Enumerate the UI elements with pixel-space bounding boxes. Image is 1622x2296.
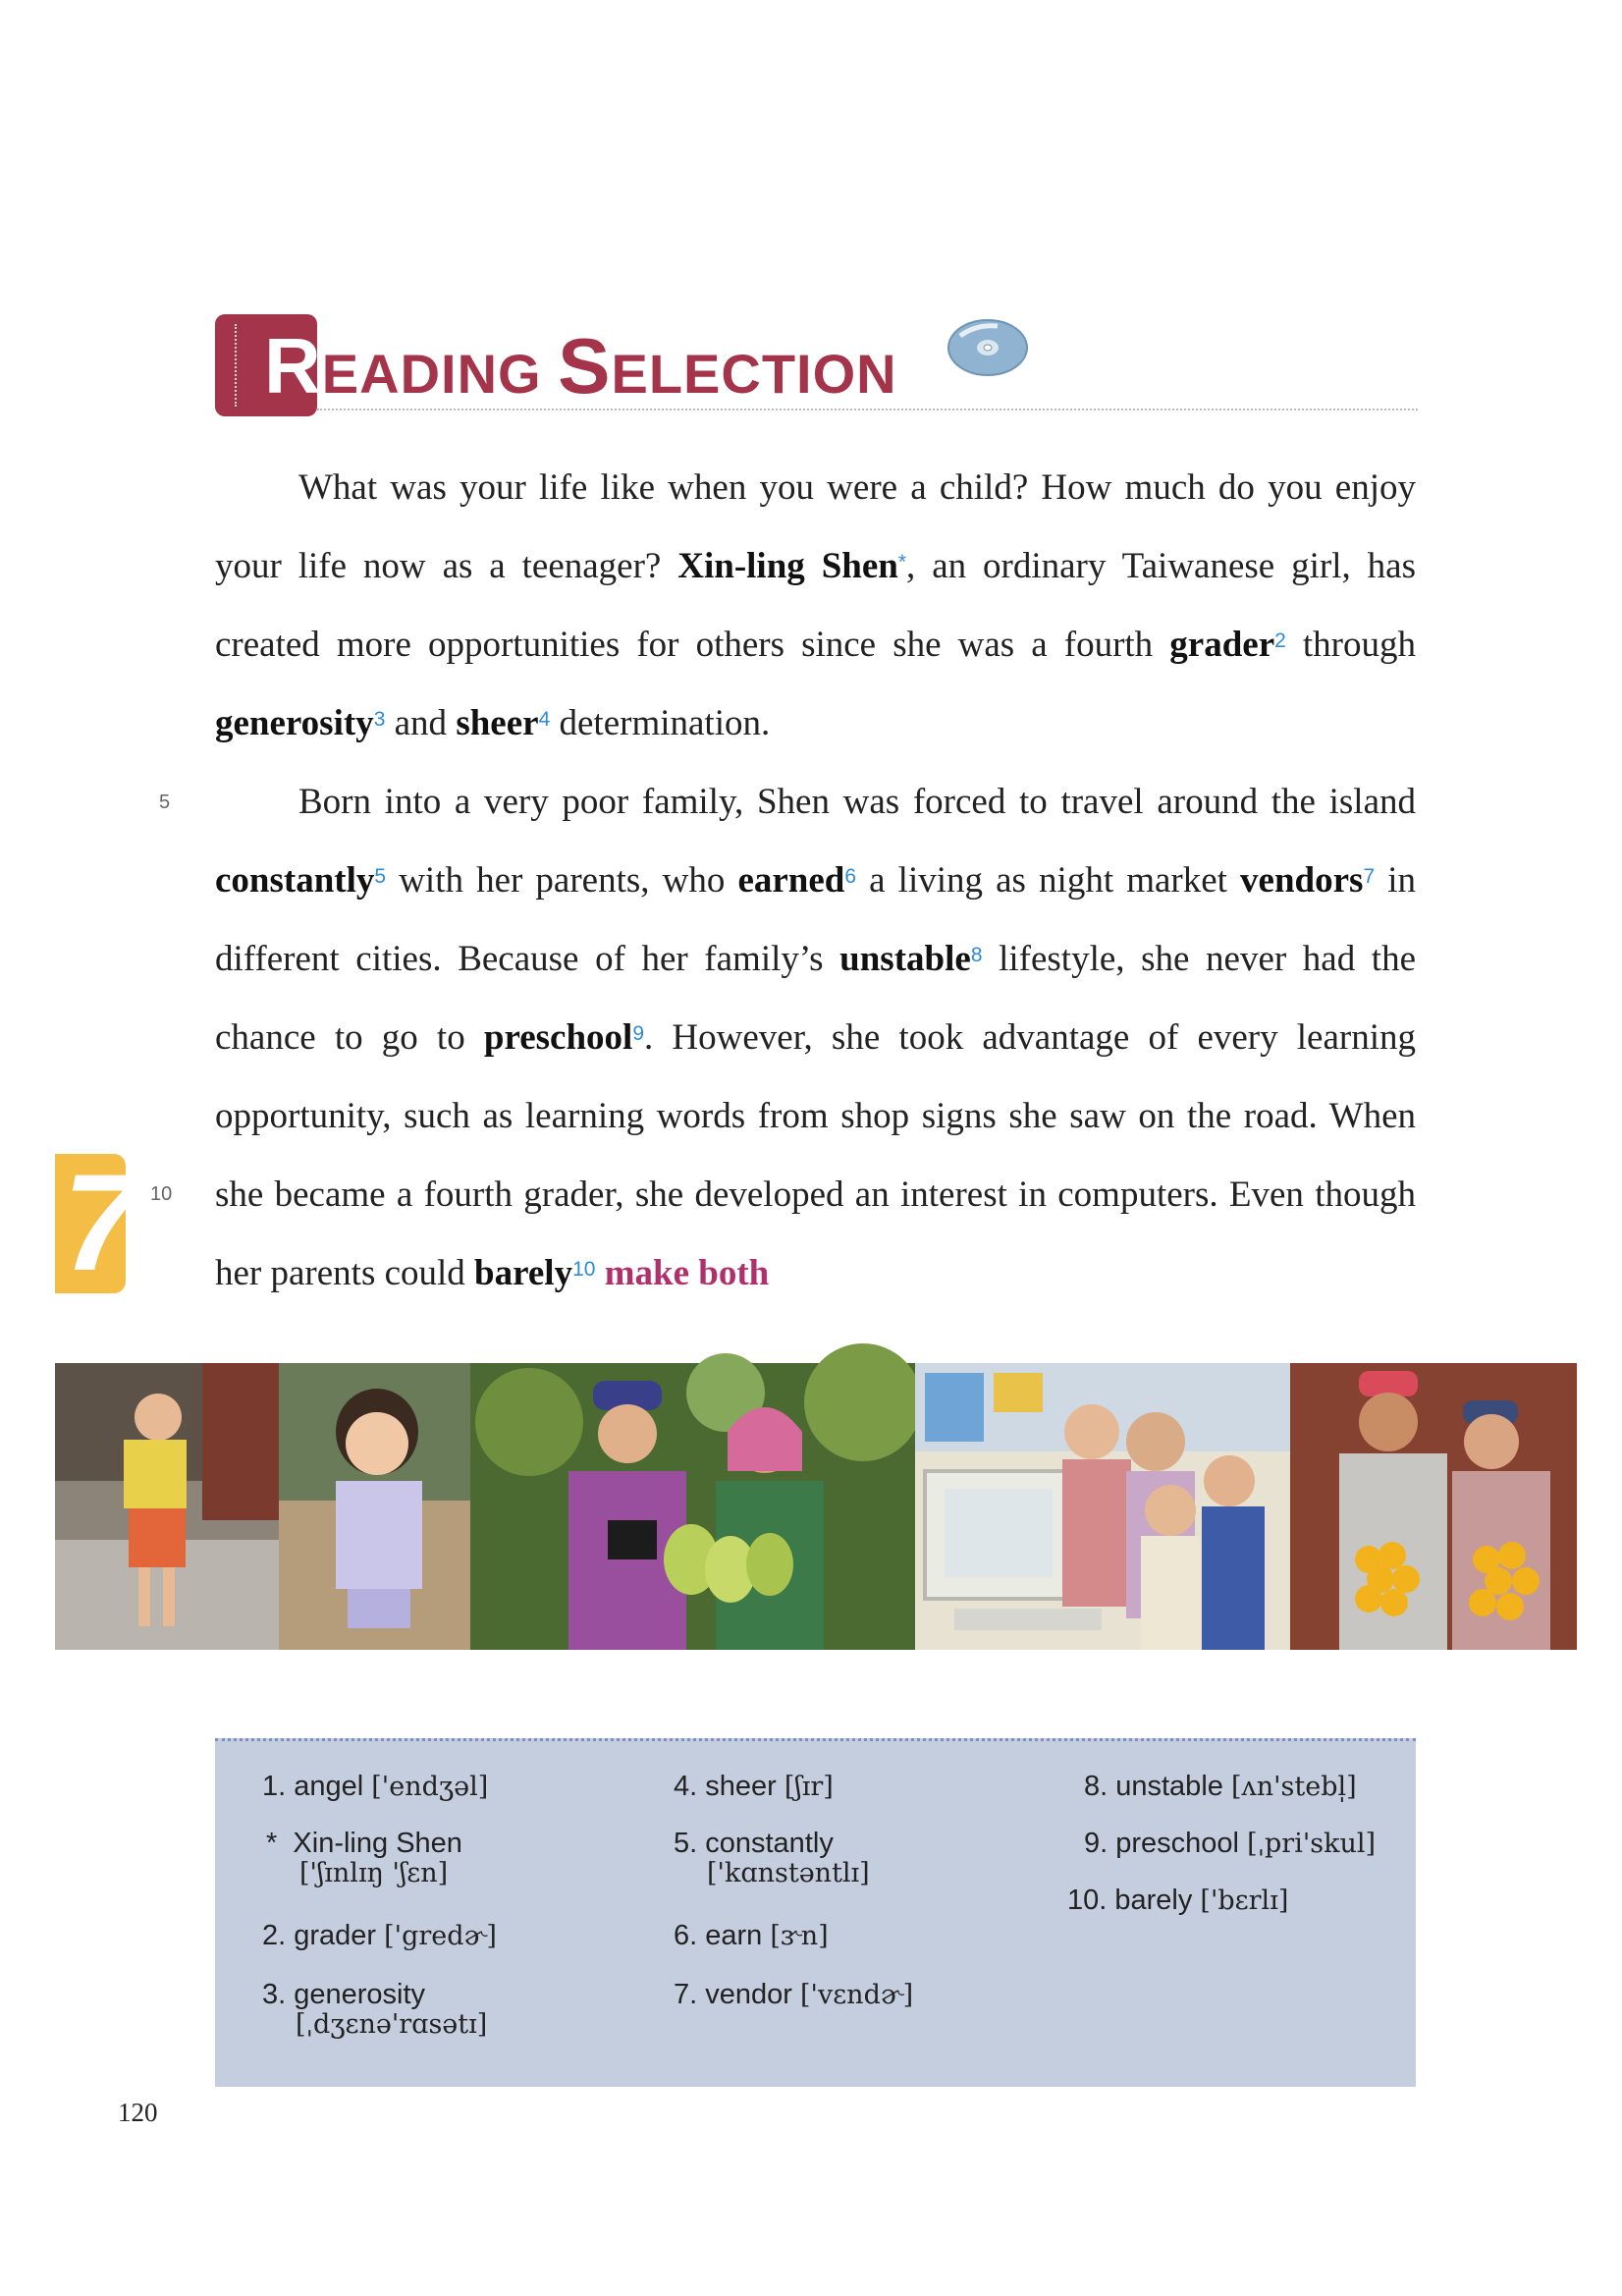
p2-text: with her parents, who <box>386 860 738 901</box>
p1-text: , an ordinary Taiwanese girl, has created more opportunities for others since she was a fourth <box>215 546 1416 665</box>
vocab-word: Xin-ling Shen <box>293 1828 462 1859</box>
vocab-pronunciation: [ˌdʒɛnə'rɑsətɪ] <box>296 2009 488 2040</box>
paragraph-1 <box>215 449 1416 763</box>
vocab-item-6 <box>674 1920 829 1952</box>
footnote-marker: 2 <box>1274 629 1286 652</box>
vocab-term: constantly <box>215 860 375 901</box>
footnote-marker: 9 <box>632 1022 644 1045</box>
p1-text: What was your life like when you were a child? How much do you enjoy your life now as a teenager? <box>215 467 1416 586</box>
vocab-word: 9. preschool <box>1084 1828 1239 1859</box>
vocab-item-10 <box>1067 1885 1288 1917</box>
footnote-marker: 5 <box>374 865 387 888</box>
p2-text: . However, she took advantage of every learning opportunity, such as learning words from shop signs she saw on the road. When she became a fourth grader, she developed an interest in computers. Even though her parents could <box>215 1017 1416 1293</box>
vocab-pronunciation: [ʃɪr] <box>784 1772 834 1802</box>
vocab-word: 5. constantly <box>674 1828 834 1859</box>
vocab-item-1 <box>262 1771 488 1803</box>
vocab-pronunciation: ['endʒəl] <box>371 1772 489 1802</box>
vocab-item-5 <box>674 1828 870 1888</box>
photo-toddler-street <box>55 1363 279 1650</box>
asterisk-marker: * <box>266 1828 278 1859</box>
vocab-word: 10. barely <box>1067 1885 1193 1916</box>
title-first-cap: R <box>264 322 322 410</box>
title-rest-2: ELECTION <box>611 343 897 405</box>
photo-shen-with-mother <box>470 1363 915 1650</box>
photo-strip <box>55 1363 1577 1650</box>
line-number-5: 5 <box>159 792 171 813</box>
photo-parents-oranges <box>1290 1363 1577 1650</box>
vocab-term: barely <box>474 1253 573 1293</box>
photo-young-girl <box>279 1363 470 1650</box>
chapter-number: 7 <box>63 1145 139 1299</box>
p1-text: through <box>1285 625 1417 665</box>
vocab-item-9 <box>1084 1828 1376 1860</box>
footnote-marker: * <box>897 551 907 574</box>
p2-text: a living as night market <box>856 860 1241 901</box>
vocab-word: 2. grader <box>262 1920 377 1951</box>
p1-text: determination. <box>550 703 771 743</box>
page-number: 120 <box>118 2098 158 2127</box>
title-cap-2: S <box>558 322 612 410</box>
vocab-item-2 <box>262 1920 497 1952</box>
vocab-term: vendors <box>1240 860 1364 901</box>
paragraph-2 <box>215 763 1416 1313</box>
vocab-term: generosity <box>215 703 374 743</box>
section-title <box>264 322 897 418</box>
vocab-word: 4. sheer <box>674 1771 777 1802</box>
vocab-term: sheer <box>456 703 539 743</box>
photo-computer-class <box>915 1363 1290 1650</box>
vocab-item-4 <box>674 1771 834 1803</box>
vocab-item-7 <box>674 1979 913 2011</box>
vocab-pronunciation: ['gredɚ] <box>384 1921 497 1951</box>
footnote-marker: 7 <box>1363 865 1376 888</box>
footnote-marker: 4 <box>538 708 551 731</box>
p1-text: and <box>385 703 457 743</box>
p2-text: Born into a very poor family, Shen was forced to travel around the island <box>298 782 1416 822</box>
line-number-10: 10 <box>150 1183 173 1205</box>
p2-text <box>595 1253 604 1293</box>
vocab-item-8 <box>1084 1771 1357 1803</box>
footnote-marker: 8 <box>970 944 983 966</box>
vocab-term: unstable <box>839 939 971 979</box>
vocab-item-star <box>266 1828 462 1888</box>
section-header <box>215 314 1418 422</box>
footnote-marker: 3 <box>373 708 386 731</box>
vocab-term: Xin-ling Shen <box>677 546 898 586</box>
header-dotted-rule <box>317 409 1418 410</box>
vocab-term: preschool <box>483 1017 633 1058</box>
audio-cd-icon[interactable] <box>946 316 1029 379</box>
vocab-item-3 <box>262 1979 487 2040</box>
vocab-pronunciation: [ɝn] <box>770 1921 829 1951</box>
vocab-pronunciation: ['ʃɪnlɪŋ 'ʃɛn] <box>299 1858 449 1888</box>
vocab-pronunciation: ['kɑnstəntlɪ] <box>707 1858 870 1888</box>
p2-text: lifestyle, she never had the chance to go to <box>215 939 1416 1058</box>
vocab-word: 6. earn <box>674 1920 763 1951</box>
vocab-word: 8. unstable <box>1084 1771 1223 1802</box>
vocabulary-box <box>215 1738 1416 2087</box>
vocab-pronunciation: ['bɛrlɪ] <box>1200 1886 1289 1916</box>
vocab-word: 3. generosity <box>262 1979 426 2010</box>
p2-text: in different cities. Because of her family’s <box>215 860 1417 979</box>
vocab-word: 1. angel <box>262 1771 364 1802</box>
vocab-pronunciation: [ˌpri'skul] <box>1247 1829 1377 1859</box>
footnote-marker: 10 <box>572 1258 596 1281</box>
vocab-pronunciation: ['vɛndɚ] <box>799 1980 914 2010</box>
vocab-term: grader <box>1169 625 1275 665</box>
vocab-word: 7. vendor <box>674 1979 792 2010</box>
highlighted-phrase: make both <box>604 1253 770 1293</box>
vocab-term: earned <box>737 860 845 901</box>
title-rest-1: EADING <box>321 343 559 405</box>
chapter-tab <box>55 1145 139 1299</box>
footnote-marker: 6 <box>844 865 857 888</box>
vocab-pronunciation: [ʌn'stebl̩] <box>1230 1772 1357 1802</box>
